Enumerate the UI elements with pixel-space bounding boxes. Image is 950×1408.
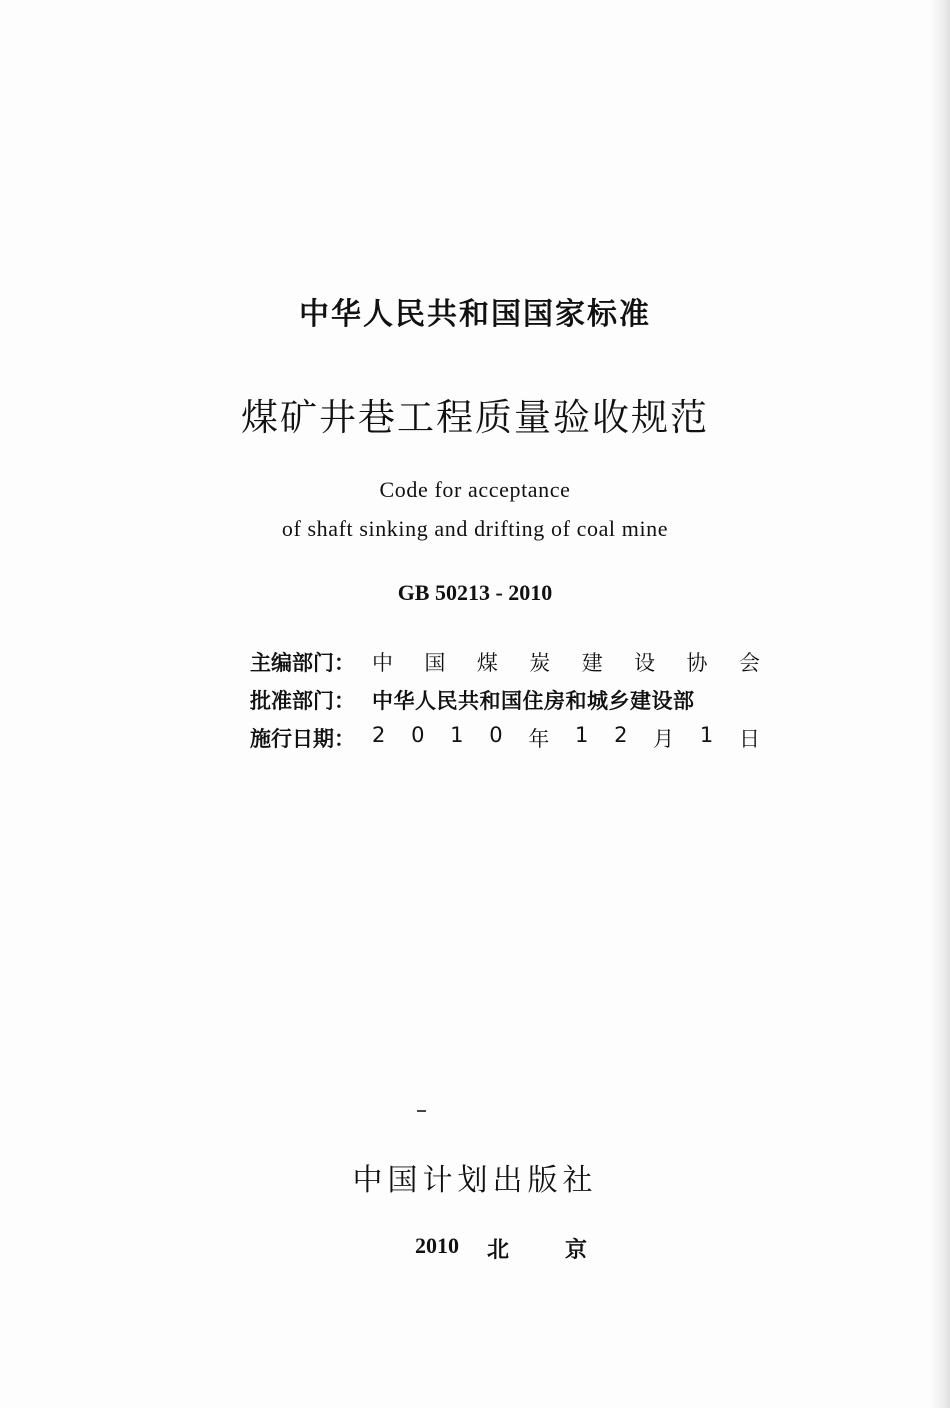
approver-value: 中华人民共和国住房和城乡建设部 (372, 689, 695, 713)
editor-char: 协 (686, 651, 708, 675)
approver-row (250, 683, 760, 717)
document-title: 煤矿井巷工程质量验收规范 (241, 396, 709, 439)
editor-char: 中 (372, 651, 393, 675)
effective-date-row (250, 721, 760, 755)
date-char: 1 (450, 723, 464, 747)
editor-char: 炭 (529, 651, 551, 675)
editor-char: 煤 (476, 651, 498, 675)
english-title-line-1: Code for acceptance (379, 477, 571, 502)
scan-mark (417, 1110, 426, 1112)
effective-date-value (372, 723, 760, 753)
publication-place-year (415, 1233, 587, 1264)
effective-date-label: 施行日期： (250, 727, 355, 751)
publication-city-char: 京 (565, 1238, 588, 1263)
editor-value (372, 647, 760, 677)
approver-label: 批准部门： (250, 689, 355, 713)
date-char: 0 (411, 723, 425, 747)
editor-char: 建 (581, 651, 603, 675)
publication-year: 2010 (415, 1233, 459, 1258)
publisher-name: 中国计划出版社 (352, 1163, 598, 1198)
date-char: 2 (614, 723, 628, 747)
editor-char: 国 (424, 651, 446, 675)
editor-char: 设 (634, 651, 656, 675)
editor-label: 主编部门： (250, 651, 355, 675)
editor-char: 会 (738, 651, 760, 675)
date-char: 1 (575, 723, 589, 747)
date-char: 0 (489, 723, 503, 747)
date-char: 1 (699, 723, 714, 747)
date-char: 月 (653, 727, 675, 751)
date-char: 2 (372, 723, 386, 747)
date-char: 年 (528, 727, 550, 751)
national-standard-heading: 中华人民共和国国家标准 (299, 297, 651, 332)
english-title-line-2: of shaft sinking and drifting of coal mine (281, 516, 669, 541)
standard-code: GB 50213 - 2010 (397, 580, 553, 605)
date-char: 日 (738, 727, 760, 751)
editor-row (250, 645, 760, 679)
publication-city-char: 北 (487, 1238, 510, 1263)
